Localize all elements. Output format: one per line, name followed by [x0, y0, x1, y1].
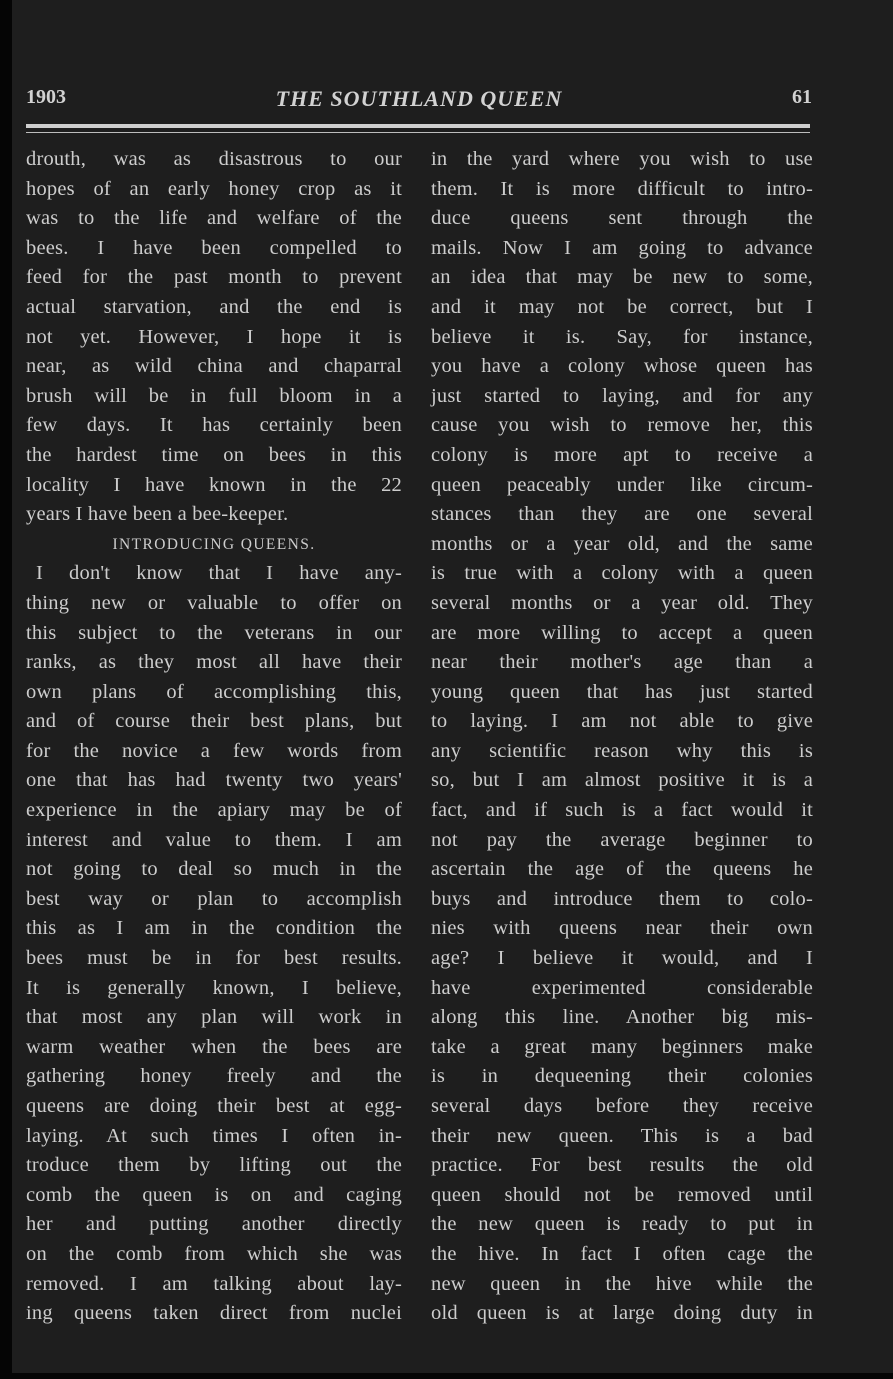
journal-title: THE SOUTHLAND QUEEN	[275, 86, 563, 111]
text-line: old queen is at large doing duty in	[431, 1302, 813, 1325]
page-left-shadow	[0, 0, 12, 1379]
text-line: not yet. However, I hope it is	[26, 325, 402, 348]
text-line: just started to laying, and for any	[431, 384, 813, 407]
text-line: practice. For best results the old	[431, 1154, 813, 1177]
text-line: feed for the past month to prevent	[26, 266, 402, 289]
text-line: for the novice a few words from	[26, 739, 402, 762]
text-line: It is generally known, I believe,	[26, 976, 402, 999]
text-line: duce queens sent through the	[431, 207, 813, 230]
text-line: not going to deal so much in the	[26, 858, 402, 881]
text-line: warm weather when the bees are	[26, 1035, 402, 1058]
text-line: several days before they receive	[431, 1095, 813, 1117]
text-line: their new queen. This is a bad	[431, 1124, 813, 1147]
text-line: gathering honey freely and the	[26, 1065, 402, 1088]
text-line: mails. Now I am going to advance	[431, 236, 813, 259]
text-line: take a great many beginners make	[431, 1035, 813, 1058]
text-line: thing new or valuable to offer on	[26, 591, 402, 614]
text-line: I don't know that I have any-	[36, 562, 402, 585]
text-line: laying. At such times I often in-	[26, 1124, 402, 1147]
text-line: months or a year old, and the same	[431, 532, 813, 555]
text-line: queen should not be removed until	[431, 1183, 813, 1206]
text-line: hopes of an early honey crop as it	[26, 177, 402, 200]
text-line: colony is more apt to receive a	[431, 443, 813, 466]
text-line: few days. It has certainly been	[26, 414, 402, 437]
text-line: along this line. Another big mis-	[431, 1006, 813, 1029]
text-line: young queen that has just started	[431, 680, 813, 703]
text-line: stances than they are one several	[431, 503, 813, 526]
text-line: believe it is. Say, for instance,	[431, 325, 813, 348]
text-line: that most any plan will work in	[26, 1006, 402, 1029]
header-year: 1903	[26, 86, 66, 108]
text-line: and it may not be correct, but I	[431, 295, 813, 318]
text-line: buys and introduce them to colo-	[431, 887, 813, 910]
text-line: new queen in the hive while the	[431, 1272, 813, 1295]
text-line: so, but I am almost positive it is a	[431, 769, 813, 792]
text-line: cause you wish to remove her, this	[431, 414, 813, 437]
header-rule-thick	[26, 124, 810, 128]
text-line: removed. I am talking about lay-	[26, 1272, 402, 1295]
text-line: not pay the average beginner to	[431, 828, 813, 851]
text-line: near, as wild china and chaparral	[26, 355, 402, 378]
header-rule-thin	[26, 132, 810, 133]
text-line: brush will be in full bloom in a	[26, 384, 402, 407]
text-line: was to the life and welfare of the	[26, 207, 402, 230]
text-line: drouth, was as disastrous to our	[26, 148, 402, 170]
text-line: fact, and if such is a fact would it	[431, 799, 813, 822]
text-line: years I have been a bee-keeper.	[26, 503, 289, 526]
text-line: actual starvation, and the end is	[26, 295, 402, 318]
text-line: troduce them by lifting out the	[26, 1154, 402, 1177]
text-line: the hardest time on bees in this	[26, 443, 402, 466]
text-line: an idea that may be new to some,	[431, 266, 813, 289]
left-text-column	[26, 145, 402, 1329]
text-line: one that has had twenty two years'	[26, 769, 402, 792]
page-number: 61	[792, 86, 812, 108]
text-line: and of course their best plans, but	[26, 710, 402, 733]
text-line: to laying. I am not able to give	[431, 710, 813, 733]
section-heading: INTRODUCING QUEENS.	[112, 535, 316, 553]
text-line: this as I am in the condition the	[26, 917, 402, 940]
text-line: the hive. In fact I often cage the	[431, 1242, 813, 1265]
page-bottom-shadow	[0, 1373, 893, 1379]
text-line: you have a colony whose queen has	[431, 355, 813, 378]
text-line: best way or plan to accomplish	[26, 887, 402, 910]
text-line: near their mother's age than a	[431, 651, 813, 674]
text-line: is in dequeening their colonies	[431, 1065, 813, 1088]
text-line: ing queens taken direct from nuclei	[26, 1302, 402, 1325]
text-line: is true with a colony with a queen	[431, 562, 813, 585]
text-line: bees must be in for best results.	[26, 947, 402, 970]
text-line: ranks, as they most all have their	[26, 651, 402, 674]
text-line: queens are doing their best at egg-	[26, 1095, 402, 1117]
text-line: comb the queen is on and caging	[26, 1183, 402, 1206]
text-line: experience in the apiary may be of	[26, 799, 402, 822]
text-line: ascertain the age of the queens he	[431, 858, 813, 881]
text-line: have experimented considerable	[431, 976, 813, 999]
text-line: the new queen is ready to put in	[431, 1213, 813, 1236]
text-line: her and putting another directly	[26, 1213, 402, 1236]
running-header	[26, 86, 812, 116]
text-line: in the yard where you wish to use	[431, 148, 813, 170]
text-line: queen peaceably under like circum-	[431, 473, 813, 496]
text-line: own plans of accomplishing this,	[26, 680, 402, 703]
text-line: locality I have known in the 22	[26, 473, 402, 496]
text-line: age? I believe it would, and I	[431, 947, 813, 970]
text-line: on the comb from which she was	[26, 1242, 402, 1265]
text-line: nies with queens near their own	[431, 917, 813, 940]
text-line: several months or a year old. They	[431, 591, 813, 614]
right-text-column	[431, 145, 813, 1329]
text-line: them. It is more difficult to intro-	[431, 177, 813, 200]
text-line: any scientific reason why this is	[431, 739, 813, 762]
text-line: interest and value to them. I am	[26, 828, 402, 851]
text-line: bees. I have been compelled to	[26, 236, 402, 259]
text-line: this subject to the veterans in our	[26, 621, 402, 644]
text-line: are more willing to accept a queen	[431, 621, 813, 644]
